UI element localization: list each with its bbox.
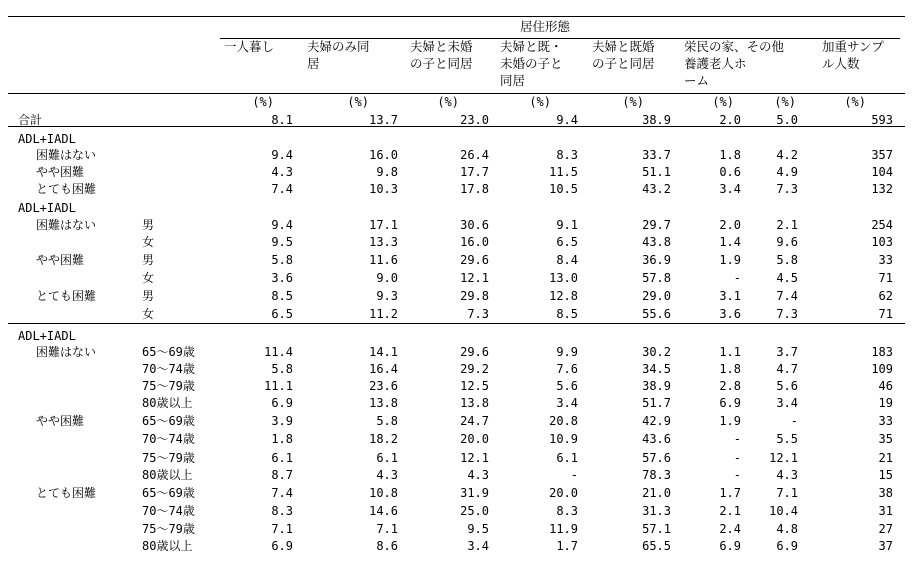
value-cell: 3.1 (719, 289, 741, 303)
column-header: 栄民の家、その他 養護老人ホ ーム (684, 39, 785, 88)
value-cell: 6.5 (271, 307, 293, 321)
value-cell: 43.2 (642, 182, 671, 196)
value-cell: 3.6 (271, 271, 293, 285)
value-cell: 30.2 (642, 345, 671, 359)
row-detail-label: 65～69歳 (142, 414, 195, 428)
value-cell: 20.0 (549, 486, 578, 500)
value-cell: 2.1 (719, 504, 741, 518)
value-cell: 593 (871, 113, 893, 127)
value-cell: 21.0 (642, 486, 671, 500)
value-cell: 65.5 (642, 539, 671, 553)
row-detail-label: 女 (142, 271, 155, 285)
value-cell: 12.1 (769, 451, 798, 465)
row-subcategory-label: 困難はない (36, 148, 97, 162)
value-cell: 55.6 (642, 307, 671, 321)
value-cell: - (733, 468, 741, 482)
value-cell: 71 (878, 307, 893, 321)
column-header: 一人暮し (224, 39, 275, 54)
row-category-label: ADL+IADL (18, 329, 76, 343)
value-cell: 8.1 (271, 113, 293, 127)
value-cell: 4.8 (776, 522, 798, 536)
unit-label: (%) (844, 95, 866, 109)
value-cell: 31 (878, 504, 893, 518)
value-cell: 1.8 (271, 432, 293, 446)
column-header: 加重サンプ ル人数 (822, 39, 884, 71)
row-subcategory-label: とても困難 (36, 289, 97, 303)
value-cell: 103 (871, 235, 893, 249)
value-cell: 5.8 (776, 253, 798, 267)
value-cell: 17.7 (460, 165, 489, 179)
value-cell: 29.6 (460, 345, 489, 359)
value-cell: 46 (878, 379, 893, 393)
value-cell: 17.8 (460, 182, 489, 196)
value-cell: 20.8 (549, 414, 578, 428)
value-cell: 1.8 (719, 362, 741, 376)
value-cell: 14.1 (369, 345, 398, 359)
value-cell: 25.0 (460, 504, 489, 518)
value-cell: 34.5 (642, 362, 671, 376)
value-cell: 9.8 (376, 165, 398, 179)
value-cell: 4.3 (271, 165, 293, 179)
value-cell: 9.5 (271, 235, 293, 249)
value-cell: 26.4 (460, 148, 489, 162)
value-cell: 13.8 (369, 396, 398, 410)
value-cell: 4.3 (776, 468, 798, 482)
unit-label: (%) (347, 95, 369, 109)
value-cell: 1.8 (719, 148, 741, 162)
value-cell: 6.9 (719, 396, 741, 410)
row-subcategory-label: とても困難 (36, 486, 97, 500)
row-detail-label: 男 (142, 289, 155, 303)
value-cell: 31.3 (642, 504, 671, 518)
row-detail-label: 男 (142, 218, 155, 232)
value-cell: 9.4 (556, 113, 578, 127)
column-header: 夫婦と既婚 の子と同居 (592, 39, 655, 71)
value-cell: 16.0 (369, 148, 398, 162)
value-cell: 9.4 (271, 148, 293, 162)
value-cell: 10.8 (369, 486, 398, 500)
row-detail-label: 80歳以上 (142, 468, 193, 482)
value-cell: 4.3 (376, 468, 398, 482)
value-cell: 4.5 (776, 271, 798, 285)
value-cell: 3.6 (719, 307, 741, 321)
value-cell: 183 (871, 345, 893, 359)
value-cell: 10.5 (549, 182, 578, 196)
value-cell: 6.1 (376, 451, 398, 465)
value-cell: 9.5 (467, 522, 489, 536)
group-header: 居住形態 (520, 19, 571, 34)
value-cell: 8.6 (376, 539, 398, 553)
value-cell: 3.9 (271, 414, 293, 428)
value-cell: 13.8 (460, 396, 489, 410)
value-cell: 6.5 (556, 235, 578, 249)
value-cell: 11.9 (549, 522, 578, 536)
value-cell: 7.6 (556, 362, 578, 376)
value-cell: 51.7 (642, 396, 671, 410)
value-cell: 38 (878, 486, 893, 500)
value-cell: 16.0 (460, 235, 489, 249)
row-detail-label: 75～79歳 (142, 522, 195, 536)
value-cell: 9.1 (556, 218, 578, 232)
value-cell: 2.8 (719, 379, 741, 393)
value-cell: 1.7 (556, 539, 578, 553)
value-cell: 57.6 (642, 451, 671, 465)
value-cell: 3.4 (467, 539, 489, 553)
value-cell: 38.9 (642, 379, 671, 393)
value-cell: 8.7 (271, 468, 293, 482)
value-cell: 33.7 (642, 148, 671, 162)
rule-line (8, 323, 905, 324)
value-cell: 38.9 (642, 113, 671, 127)
value-cell: 2.0 (719, 113, 741, 127)
value-cell: 29.7 (642, 218, 671, 232)
row-category-label: ADL+IADL (18, 201, 76, 215)
value-cell: 6.1 (271, 451, 293, 465)
value-cell: 19 (878, 396, 893, 410)
value-cell: 23.0 (460, 113, 489, 127)
value-cell: 8.4 (556, 253, 578, 267)
value-cell: 12.8 (549, 289, 578, 303)
value-cell: 29.6 (460, 253, 489, 267)
value-cell: - (733, 271, 741, 285)
row-detail-label: 女 (142, 307, 155, 321)
row-detail-label: 65～69歳 (142, 486, 195, 500)
value-cell: 1.9 (719, 414, 741, 428)
row-detail-label: 女 (142, 235, 155, 249)
value-cell: 12.5 (460, 379, 489, 393)
value-cell: 9.4 (271, 218, 293, 232)
value-cell: 4.7 (776, 362, 798, 376)
value-cell: 2.4 (719, 522, 741, 536)
value-cell: 42.9 (642, 414, 671, 428)
row-detail-label: 65～69歳 (142, 345, 195, 359)
value-cell: 10.3 (369, 182, 398, 196)
value-cell: 16.4 (369, 362, 398, 376)
value-cell: 18.2 (369, 432, 398, 446)
value-cell: 23.6 (369, 379, 398, 393)
value-cell: 3.4 (776, 396, 798, 410)
value-cell: 5.0 (776, 113, 798, 127)
value-cell: 13.0 (549, 271, 578, 285)
value-cell: 4.9 (776, 165, 798, 179)
value-cell: 13.3 (369, 235, 398, 249)
value-cell: 9.0 (376, 271, 398, 285)
value-cell: 57.8 (642, 271, 671, 285)
value-cell: - (790, 414, 798, 428)
unit-label: (%) (252, 95, 274, 109)
value-cell: 10.9 (549, 432, 578, 446)
value-cell: 62 (878, 289, 893, 303)
column-header: 夫婦と既・ 未婚の子と 同居 (500, 39, 563, 88)
row-category-label: ADL+IADL (18, 132, 76, 146)
row-category-label: 合計 (18, 113, 43, 127)
value-cell: 11.1 (264, 379, 293, 393)
value-cell: 3.4 (556, 396, 578, 410)
value-cell: 3.4 (719, 182, 741, 196)
value-cell: 12.1 (460, 451, 489, 465)
value-cell: 15 (878, 468, 893, 482)
unit-label: (%) (529, 95, 551, 109)
value-cell: 29.2 (460, 362, 489, 376)
value-cell: 12.1 (460, 271, 489, 285)
value-cell: 5.8 (376, 414, 398, 428)
value-cell: 2.1 (776, 218, 798, 232)
value-cell: 27 (878, 522, 893, 536)
value-cell: 57.1 (642, 522, 671, 536)
value-cell: 5.6 (776, 379, 798, 393)
value-cell: 33 (878, 414, 893, 428)
value-cell: 13.7 (369, 113, 398, 127)
column-header: 夫婦と未婚 の子と同居 (410, 39, 473, 71)
value-cell: 3.7 (776, 345, 798, 359)
value-cell: 1.7 (719, 486, 741, 500)
value-cell: 29.0 (642, 289, 671, 303)
value-cell: 7.1 (776, 486, 798, 500)
value-cell: 2.0 (719, 218, 741, 232)
row-detail-label: 75～79歳 (142, 379, 195, 393)
row-detail-label: 70～74歳 (142, 504, 195, 518)
value-cell: 11.4 (264, 345, 293, 359)
value-cell: 11.6 (369, 253, 398, 267)
column-header: 夫婦のみ同 居 (307, 39, 370, 71)
unit-label: (%) (622, 95, 644, 109)
value-cell: 6.1 (556, 451, 578, 465)
row-detail-label: 80歳以上 (142, 539, 193, 553)
value-cell: 7.4 (776, 289, 798, 303)
value-cell: 37 (878, 539, 893, 553)
value-cell: 7.3 (467, 307, 489, 321)
value-cell: 11.2 (369, 307, 398, 321)
value-cell: 21 (878, 451, 893, 465)
value-cell: 132 (871, 182, 893, 196)
value-cell: 4.2 (776, 148, 798, 162)
row-subcategory-label: やや困難 (36, 414, 85, 428)
value-cell: 30.6 (460, 218, 489, 232)
unit-label: (%) (774, 95, 796, 109)
value-cell: 6.9 (271, 539, 293, 553)
value-cell: 8.3 (556, 504, 578, 518)
value-cell: 6.9 (271, 396, 293, 410)
value-cell: 1.4 (719, 235, 741, 249)
row-subcategory-label: やや困難 (36, 165, 85, 179)
unit-label: (%) (712, 95, 734, 109)
value-cell: 7.4 (271, 182, 293, 196)
value-cell: 29.8 (460, 289, 489, 303)
row-detail-label: 75～79歳 (142, 451, 195, 465)
row-subcategory-label: やや困難 (36, 253, 85, 267)
row-detail-label: 男 (142, 253, 155, 267)
value-cell: 104 (871, 165, 893, 179)
value-cell: 1.1 (719, 345, 741, 359)
value-cell: 7.1 (376, 522, 398, 536)
value-cell: - (733, 432, 741, 446)
value-cell: 7.3 (776, 182, 798, 196)
value-cell: 1.9 (719, 253, 741, 267)
value-cell: 254 (871, 218, 893, 232)
value-cell: 9.6 (776, 235, 798, 249)
value-cell: 8.3 (556, 148, 578, 162)
row-subcategory-label: とても困難 (36, 182, 97, 196)
value-cell: 5.6 (556, 379, 578, 393)
value-cell: 31.9 (460, 486, 489, 500)
value-cell: - (570, 468, 578, 482)
row-subcategory-label: 困難はない (36, 218, 97, 232)
value-cell: 35 (878, 432, 893, 446)
value-cell: 5.8 (271, 253, 293, 267)
value-cell: 9.3 (376, 289, 398, 303)
value-cell: 78.3 (642, 468, 671, 482)
value-cell: 7.4 (271, 486, 293, 500)
value-cell: 20.0 (460, 432, 489, 446)
row-detail-label: 70～74歳 (142, 362, 195, 376)
value-cell: 8.5 (271, 289, 293, 303)
value-cell: - (733, 451, 741, 465)
value-cell: 11.5 (549, 165, 578, 179)
value-cell: 43.6 (642, 432, 671, 446)
value-cell: 24.7 (460, 414, 489, 428)
value-cell: 8.5 (556, 307, 578, 321)
value-cell: 7.3 (776, 307, 798, 321)
value-cell: 5.8 (271, 362, 293, 376)
row-detail-label: 80歳以上 (142, 396, 193, 410)
value-cell: 6.9 (776, 539, 798, 553)
value-cell: 36.9 (642, 253, 671, 267)
value-cell: 0.6 (719, 165, 741, 179)
value-cell: 6.9 (719, 539, 741, 553)
value-cell: 109 (871, 362, 893, 376)
value-cell: 71 (878, 271, 893, 285)
value-cell: 17.1 (369, 218, 398, 232)
value-cell: 357 (871, 148, 893, 162)
value-cell: 8.3 (271, 504, 293, 518)
row-detail-label: 70～74歳 (142, 432, 195, 446)
value-cell: 14.6 (369, 504, 398, 518)
rule-line (8, 16, 905, 17)
value-cell: 43.8 (642, 235, 671, 249)
unit-label: (%) (437, 95, 459, 109)
value-cell: 4.3 (467, 468, 489, 482)
value-cell: 7.1 (271, 522, 293, 536)
value-cell: 10.4 (769, 504, 798, 518)
value-cell: 9.9 (556, 345, 578, 359)
value-cell: 5.5 (776, 432, 798, 446)
value-cell: 51.1 (642, 165, 671, 179)
value-cell: 33 (878, 253, 893, 267)
row-subcategory-label: 困難はない (36, 345, 97, 359)
